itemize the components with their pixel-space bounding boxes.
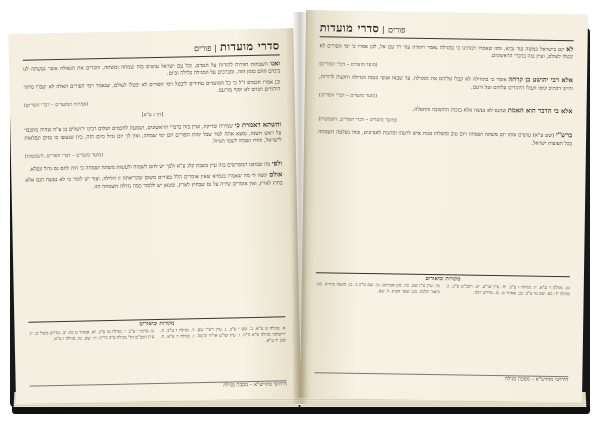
left-subtitle-text: פורים [194,43,212,53]
right-lead-word: לא [566,45,574,54]
right-paragraph [319,42,573,62]
left-main-text [23,60,285,315]
right-subtitle-text: פורים [388,24,406,35]
left-footer-line [30,380,287,392]
right-footer-line [314,372,568,383]
right-footer-text: חידושי מהרש"א – מסכת מגילה [504,376,569,384]
left-notes-column: א. מגילה ט ע"א. ב. שם י ע"ב. ג. עיין רש"י שם. ד. מגילה ז ע"ב. ה. ירושלמי מגילה פ"א ה"ה. ו. עיין שו"ע או"ח תרצה. ז. מגילה ד ע"א. ח. שם יד ע"א. [160,326,286,344]
left-heading: והשתא דאמרת כי [234,120,282,130]
left-lead-word: ואנו [270,59,281,68]
left-paragraph-text: מה שכתבו המפרשים בזה עיין בשבת קלג ע"א ולכך יש להם לשמוח ולעשות משתה ושמחה כי היה להם נס גדול ונפלא. [29,161,271,173]
left-paragraph [23,79,280,99]
right-paragraph [318,105,572,117]
right-notes-columns [316,282,570,298]
right-paragraph [318,129,572,149]
left-paragraph [23,60,280,81]
right-paragraph-text: (שם ע"א) עושים אותו יום משתה ושמחה ויום טוב ומשלוח מנות איש לרעהו ומתנות לאביונים, ובזה נשלמה השמחה בכל תפוצות ישראל. [318,129,573,147]
right-notes-column: כד. עיין ט"ז שם. כה. מגן אברהם. כו. שם ס"ק ב. כז. משנה ברורה. כח. ביאור הלכה. כט. שער הציון. ל. שם. [315,282,440,296]
left-paragraph-text: וכן אמרו חכמים ז"ל כי כל המועדים עתידים ליבטל וימי הפורים לא יבטלו לעולם, שנאמר וימי הפורים האלה לא יעברו מתוך היהודים וזכרם לא יסוף מזרעם. [23,79,281,94]
right-notes-box [314,272,569,372]
left-notes-title: מקורות וביאורים [139,320,175,328]
left-footer-text: חידושי מהרש"א – מסכת מגילה [223,381,287,389]
right-heading: ברש"י [555,131,573,140]
left-running-title: סדרי מועדות | פורים [194,38,280,54]
right-paragraph-text: קם בישראל כמשה עוד נביא, ומה שאמרו רבותינו כי במגילה נאמר ויהודה עוד רד עם אל, לכן אמרו כי ימי הפורים לא יבטלו לעולם, ועיין בזה בדברי הראשונים. [319,43,574,61]
left-source-citation: (אמרות המועדים – דברי הפורים) [23,101,89,109]
right-main-text [316,42,574,286]
left-notes-box [28,316,286,382]
left-paragraph [24,122,281,151]
right-heading: אלא רבי יהושע בן קרחה [508,75,574,85]
right-title-text: סדרי מועדות [319,20,380,35]
right-notes-column: טז. מגילה ד ע"א. יז. מגילה ז ע"ב. יח. עיין שו"ע. יט. רמב"ם פ"ב. כ. מגילה יד. כא. שם טו ע"ב. כב. אסתר ט. כג. מדרש רבה. [445,284,570,298]
right-paragraph-text: אומר כי בתחילה לא קבלו עליהם את המגילה, עד שבאו אנשי כנסת הגדולה ותקנוה לדורות, והיינו דכתיב קימו וקבלו היהודים עליהם ועל זרעם. [318,74,573,92]
left-running-head [22,36,279,60]
left-title-text: סדרי מועדות [219,38,280,54]
right-paragraph [319,73,573,93]
right-source-citation: (מועד מועדים – דברי הפורים, השמטות) [318,116,397,124]
right-paragraph-text: שהנס לא נעשה אלא בזכות התשובה והתפלה. [412,107,507,115]
right-notes-title: מקורות וביאורים [425,275,461,283]
left-heading: אולם [269,170,283,180]
right-page [300,10,588,402]
right-running-title: פורים | סדרי מועדות [319,20,406,35]
right-source-citation: (מועד מועדים – דברי הפורים) [318,92,378,100]
left-notes-columns [29,326,286,349]
book-gutter-shadow [292,12,308,404]
right-source-citation: (מועד מועדים – דברי הפורים) [319,61,378,68]
left-heading: ולפי [271,159,283,168]
left-folio-ref: [דף ג ע"א] [141,111,164,119]
right-heading: אלא כי הדבר הוא האמת [507,106,573,116]
left-source-citation: (מועד מועדים – דברי הפורים, השמטות) [24,151,104,160]
left-paragraph [25,172,282,193]
left-paragraph-text: השבחות חוזרות להודות על הנסים, וכל עם ישראל עושים בזה שמחה ומשתה, וזוכרים את הגאולה אשר נעשתה לנו בימים ההם בזמן הזה, ומברכים על המגילה בלילה וביום. [23,61,281,78]
left-paragraph-text: קשה לי מה שאמרו בגמרא שאין אומרים הלל בפורים משום שקריאתה זו הלילה, ועוד יש לומר כי לא נעשה הנס אלא בחוץ לארץ, ואין אומרים שירה על נס שבחוץ לארץ, ומכאן יש ללמוד כמה גדולה השמחה הזו. [25,173,283,191]
right-running-head [320,18,574,41]
left-notes-column: ט. ערכין י ע"ב. י. מגילה טו ע"ב. יא. אסתר ט כח. יב. מדרש משלי ט. יג. עיין רמב"ם הל' מגילה פ"ב הי"ח. יד. שם. טו. מגילה ז ע"א. [28,329,155,343]
left-page [8,28,301,404]
left-paragraph-text: שמירה ובדיקה, ועיין בזה בדברי הראשונים, ושמעת לחכמים ושלום רבינו ירושלים בן ע"ה שהיה מתכבד על ראש השנה, נמצא אתה למד שכל ימות הפורים הם ימי שמחה, ואין לך יום גדול כיום הזה, כיון שנעשו בו נסים ונפלאות לישראל, והודו ושבחו לשמו הגדול. [24,123,282,146]
